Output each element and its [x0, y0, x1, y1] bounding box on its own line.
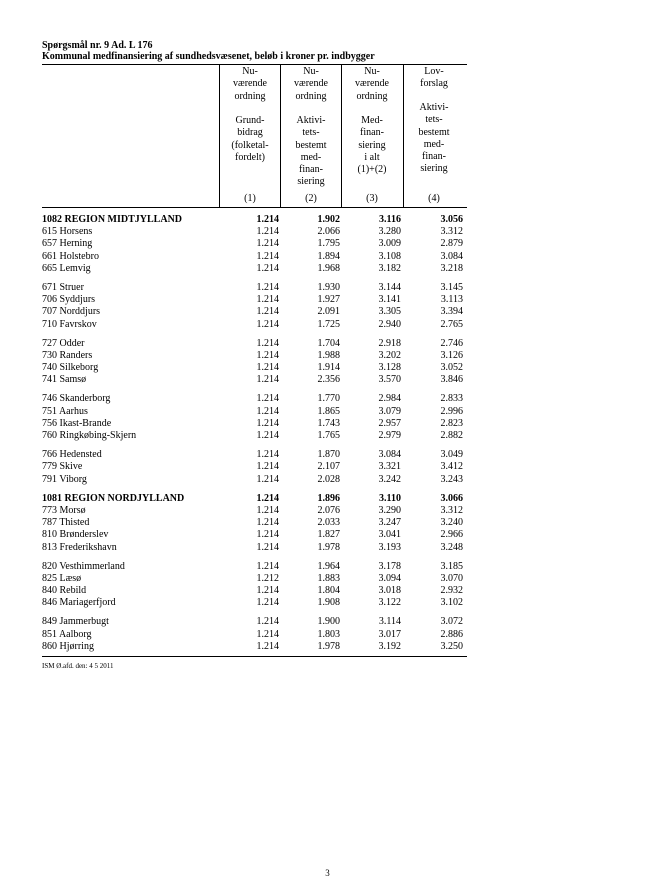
cell-col2: 2.076 — [317, 504, 340, 516]
document-title: Spørgsmål nr. 9 Ad. L 176 — [42, 40, 153, 51]
cell-col2: 1.870 — [317, 449, 340, 461]
cell-col3: 3.017 — [378, 628, 401, 640]
cell-col2: 2.033 — [317, 517, 340, 529]
cell-col3: 3.193 — [378, 541, 401, 553]
cell-col4: 2.886 — [440, 628, 463, 640]
municipality-name: 727 Odder — [42, 337, 85, 349]
cell-col3: 2.940 — [378, 318, 401, 330]
cell-col1: 1.214 — [256, 430, 279, 441]
municipality-name: 840 Rebild — [42, 585, 87, 597]
cell-col4: 2.833 — [440, 393, 463, 405]
col2-header-desc: Aktivi- tets- bestemt med- finan- siering — [295, 115, 327, 188]
table-row — [42, 430, 467, 442]
cell-col1: 1.214 — [256, 473, 279, 485]
municipality-name: 851 Aalborg — [42, 628, 92, 640]
table-row — [42, 238, 467, 250]
municipality-name: 846 Mariagerfjord — [42, 597, 116, 609]
cell-col2: 1.900 — [317, 616, 340, 628]
cell-col4: 3.113 — [440, 294, 463, 306]
municipality-name: 657 Herning — [42, 238, 93, 250]
municipality-name: 779 Skive — [42, 461, 83, 473]
cell-col3: 3.141 — [378, 294, 401, 306]
municipality-name: 740 Silkeborg — [42, 362, 99, 374]
cell-col2: 1.804 — [317, 585, 340, 597]
cell-col4: 2.765 — [440, 318, 463, 330]
cell-col1: 1.214 — [256, 640, 279, 652]
table-row — [42, 282, 467, 294]
cell-col1: 1.214 — [256, 306, 279, 318]
cell-col2: 1.795 — [317, 238, 340, 250]
cell-col1: 1.214 — [256, 616, 279, 628]
cell-col2: 1.894 — [317, 250, 340, 262]
cell-col3: 3.242 — [378, 473, 401, 485]
cell-col1: 1.214 — [256, 374, 279, 386]
cell-col2: 1.827 — [317, 529, 340, 541]
cell-col1: 1.214 — [256, 597, 279, 609]
cell-col3: 3.079 — [378, 405, 401, 417]
municipality-name: 849 Jammerbugt — [42, 616, 109, 628]
cell-col2: 1.978 — [317, 541, 340, 553]
cell-col1: 1.214 — [256, 362, 279, 374]
cell-col1: 1.214 — [256, 238, 279, 250]
table-row — [42, 306, 467, 318]
table-row — [42, 374, 467, 386]
municipality-name: 710 Favrskov — [42, 318, 97, 330]
table-row — [42, 517, 467, 529]
cell-col3: 3.009 — [378, 238, 401, 250]
table-row — [42, 294, 467, 306]
cell-col1: 1.214 — [256, 262, 279, 274]
table-row — [42, 338, 467, 350]
region-row — [42, 493, 467, 505]
municipality-name: 1082 REGION MIDTJYLLAND — [42, 214, 183, 225]
municipality-name: 810 Brønderslev — [42, 529, 109, 541]
municipality-name: 746 Skanderborg — [42, 393, 111, 405]
cell-col4: 3.126 — [440, 349, 463, 361]
cell-col2: 2.028 — [317, 473, 340, 485]
municipality-name: 665 Lemvig — [42, 262, 91, 274]
cell-col2: 1.725 — [317, 318, 340, 330]
cell-col1: 1.214 — [256, 628, 279, 640]
municipality-name: 860 Hjørring — [42, 640, 94, 652]
col4-header-desc: Aktivi- tets- bestemt med- finan- siering — [418, 102, 450, 175]
cell-col4: 2.746 — [440, 337, 463, 349]
cell-col3: 3.094 — [378, 572, 401, 584]
municipality-name: 706 Syddjurs — [42, 294, 96, 306]
cell-col3: 3.280 — [378, 226, 401, 238]
table-row — [42, 616, 467, 628]
cell-col1: 1.214 — [256, 337, 279, 349]
table-row — [42, 629, 467, 641]
cell-col1: 1.214 — [256, 461, 279, 473]
table-row — [42, 393, 467, 405]
cell-col2: 2.356 — [317, 374, 340, 386]
cell-col4: 3.312 — [440, 226, 463, 238]
cell-col4: 3.072 — [440, 616, 463, 628]
col4-header-top: Lov- forslag — [420, 66, 448, 90]
table-row — [42, 542, 467, 554]
table-row — [42, 319, 467, 331]
cell-col3: 3.192 — [378, 640, 401, 652]
cell-col1: 1.214 — [256, 492, 279, 504]
cell-col4: 3.066 — [440, 492, 463, 504]
cell-col1: 1.214 — [256, 517, 279, 529]
table-title: Kommunal medfinansiering af sundhedsvæsenet, beløb i kroner pr. indbygger — [42, 51, 375, 62]
municipality-name: 671 Struer — [42, 281, 84, 293]
cell-col4: 3.056 — [440, 214, 463, 225]
municipality-name: 766 Hedensted — [42, 449, 102, 461]
col1-header-desc: Grund- bidrag (folketal- fordelt) — [231, 115, 269, 163]
cell-col1: 1.214 — [256, 449, 279, 461]
cell-col1: 1.214 — [256, 250, 279, 262]
cell-col2: 1.896 — [317, 492, 340, 504]
cell-col2: 2.066 — [317, 226, 340, 238]
table-bottom-rule — [42, 656, 467, 657]
footnote: ISM Ø.afd. den: 4 5 2011 — [42, 662, 114, 670]
cell-col4: 3.145 — [440, 281, 463, 293]
cell-col3: 3.247 — [378, 517, 401, 529]
cell-col4: 2.966 — [440, 529, 463, 541]
cell-col3: 3.321 — [378, 461, 401, 473]
municipality-name: 820 Vesthimmerland — [42, 560, 125, 572]
cell-col1: 1.214 — [256, 294, 279, 306]
cell-col3: 3.110 — [379, 492, 401, 504]
cell-col2: 1.704 — [317, 337, 340, 349]
municipality-name: 825 Læsø — [42, 572, 82, 584]
cell-col4: 3.243 — [440, 473, 463, 485]
page-number: 3 — [325, 868, 330, 878]
col1-number: (1) — [244, 193, 256, 204]
cell-col3: 3.084 — [378, 449, 401, 461]
table-row — [42, 505, 467, 517]
cell-col4: 3.102 — [440, 597, 463, 609]
cell-col4: 3.248 — [440, 541, 463, 553]
cell-col4: 3.218 — [440, 262, 463, 274]
municipality-name: 813 Frederikshavn — [42, 541, 117, 553]
cell-col3: 3.178 — [378, 560, 401, 572]
cell-col2: 1.914 — [317, 362, 340, 374]
col3-header-top: Nu- værende ordning — [355, 66, 389, 102]
cell-col2: 1.743 — [317, 417, 340, 429]
table-row — [42, 406, 467, 418]
cell-col1: 1.214 — [256, 349, 279, 361]
cell-col2: 1.968 — [317, 262, 340, 274]
cell-col4: 3.084 — [440, 250, 463, 262]
municipality-name: 791 Viborg — [42, 473, 87, 485]
region-row — [42, 214, 467, 226]
cell-col4: 2.879 — [440, 238, 463, 250]
col2-number: (2) — [305, 193, 317, 204]
cell-col2: 1.883 — [317, 572, 340, 584]
cell-col3: 3.116 — [379, 214, 401, 225]
cell-col2: 2.107 — [317, 461, 340, 473]
col1-header-top: Nu- værende ordning — [233, 66, 267, 102]
cell-col4: 3.049 — [440, 449, 463, 461]
cell-col2: 1.902 — [317, 214, 340, 225]
col3-header-desc: Med- finan- siering i alt (1)+(2) — [357, 115, 387, 176]
cell-col1: 1.214 — [256, 504, 279, 516]
cell-col2: 1.770 — [317, 393, 340, 405]
municipality-name: 730 Randers — [42, 349, 93, 361]
cell-col3: 3.108 — [378, 250, 401, 262]
cell-col3: 3.114 — [378, 616, 401, 628]
cell-col4: 3.412 — [440, 461, 463, 473]
cell-col3: 2.918 — [378, 337, 401, 349]
table-row — [42, 561, 467, 573]
cell-col3: 3.290 — [378, 504, 401, 516]
table-row — [42, 529, 467, 541]
col4-number: (4) — [428, 193, 440, 204]
cell-col4: 2.882 — [440, 430, 463, 441]
cell-col3: 3.144 — [378, 281, 401, 293]
table-row — [42, 597, 467, 609]
cell-col3: 2.979 — [378, 430, 401, 441]
municipality-name: 787 Thisted — [42, 517, 90, 529]
cell-col2: 2.091 — [317, 306, 340, 318]
cell-col2: 1.803 — [317, 628, 340, 640]
col3-number: (3) — [366, 193, 378, 204]
cell-col2: 1.765 — [317, 430, 340, 441]
table-row — [42, 585, 467, 597]
table-row — [42, 226, 467, 238]
cell-col4: 3.250 — [440, 640, 463, 652]
cell-col1: 1.212 — [256, 572, 279, 584]
municipality-name: 741 Samsø — [42, 374, 87, 386]
cell-col1: 1.214 — [256, 281, 279, 293]
cell-col3: 2.984 — [378, 393, 401, 405]
cell-col2: 1.978 — [317, 640, 340, 652]
cell-col3: 3.122 — [378, 597, 401, 609]
cell-col1: 1.214 — [256, 405, 279, 417]
cell-col4: 3.185 — [440, 560, 463, 572]
cell-col2: 1.865 — [317, 405, 340, 417]
cell-col1: 1.214 — [256, 393, 279, 405]
table-row — [42, 449, 467, 461]
table-row — [42, 350, 467, 362]
cell-col4: 3.394 — [440, 306, 463, 318]
cell-col3: 2.957 — [378, 417, 401, 429]
cell-col2: 1.964 — [317, 560, 340, 572]
municipality-name: 661 Holstebro — [42, 250, 99, 262]
cell-col2: 1.927 — [317, 294, 340, 306]
cell-col1: 1.214 — [256, 318, 279, 330]
municipality-name: 1081 REGION NORDJYLLAND — [42, 492, 185, 504]
table-row — [42, 573, 467, 585]
table-row — [42, 362, 467, 374]
cell-col3: 3.041 — [378, 529, 401, 541]
table-row — [42, 263, 467, 275]
cell-col2: 1.908 — [317, 597, 340, 609]
municipality-name: 760 Ringkøbing-Skjern — [42, 430, 137, 441]
municipality-name: 756 Ikast-Brande — [42, 417, 112, 429]
municipality-name: 773 Morsø — [42, 504, 86, 516]
cell-col4: 2.932 — [440, 585, 463, 597]
cell-col4: 3.846 — [440, 374, 463, 386]
table-row — [42, 641, 467, 653]
table-row — [42, 418, 467, 430]
cell-col1: 1.214 — [256, 226, 279, 238]
cell-col1: 1.214 — [256, 560, 279, 572]
cell-col1: 1.214 — [256, 585, 279, 597]
table-row — [42, 251, 467, 263]
cell-col1: 1.214 — [256, 214, 279, 225]
cell-col4: 3.070 — [440, 572, 463, 584]
cell-col2: 1.988 — [317, 349, 340, 361]
cell-col1: 1.214 — [256, 417, 279, 429]
cell-col3: 3.018 — [378, 585, 401, 597]
cell-col1: 1.214 — [256, 541, 279, 553]
municipality-name: 707 Norddjurs — [42, 306, 101, 318]
cell-col4: 3.312 — [440, 504, 463, 516]
cell-col2: 1.930 — [317, 281, 340, 293]
cell-col3: 3.202 — [378, 349, 401, 361]
cell-col4: 2.823 — [440, 417, 463, 429]
table-body — [42, 214, 467, 653]
col2-header-top: Nu- værende ordning — [294, 66, 328, 102]
cell-col4: 3.240 — [440, 517, 463, 529]
cell-col3: 3.182 — [378, 262, 401, 274]
cell-col4: 2.996 — [440, 405, 463, 417]
table-row — [42, 461, 467, 473]
cell-col3: 3.128 — [378, 362, 401, 374]
municipality-name: 615 Horsens — [42, 226, 93, 238]
cell-col3: 3.570 — [378, 374, 401, 386]
municipality-name: 751 Aarhus — [42, 405, 88, 417]
table-row — [42, 474, 467, 486]
cell-col1: 1.214 — [256, 529, 279, 541]
cell-col3: 3.305 — [378, 306, 401, 318]
cell-col4: 3.052 — [440, 362, 463, 374]
